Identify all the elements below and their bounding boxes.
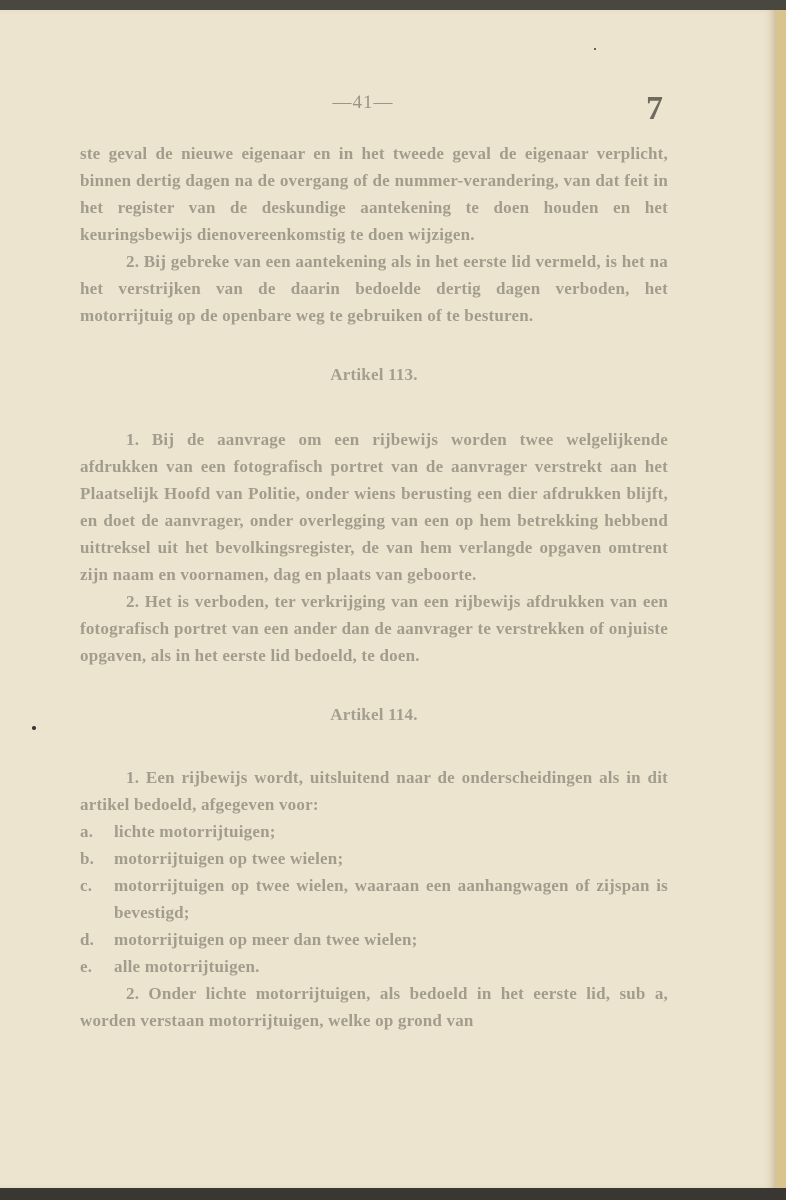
body-text <box>80 140 668 1034</box>
list-item-letter: d. <box>80 930 95 949</box>
article-113-paragraph-2: 2. Het is verboden, ter verkrijging van een rijbewijs afdrukken van een fotografisch portret van een ander dan de aanvrager te verstrekken of onjuiste opgaven, als in het eerste lid bedoeld, te doen. <box>80 592 668 665</box>
sheet-number: 7 <box>646 90 663 127</box>
intro-paragraph-2: 2. Bij gebreke van een aantekening als in het eerste lid vermeld, is het na het verstrijken van de daarin bedoelde dertig dagen verboden, het motorrijtuig op de openbare weg te gebruiken of te besturen. <box>80 252 668 325</box>
list-item-letter: c. <box>80 876 93 895</box>
scan-border <box>0 1188 786 1200</box>
list-item-letter: e. <box>80 957 93 976</box>
article-114-heading: Artikel 114. <box>330 705 418 724</box>
list-item <box>80 872 668 926</box>
scan-speck <box>594 48 596 50</box>
list-item <box>80 926 668 953</box>
intro-paragraph-1: ste geval de nieuwe eigenaar en in het tweede geval de eigenaar verplicht, binnen dertig dagen na de overgang of de nummer-verandering, van dat feit in het register van de deskundige aantekening te doen houden en het keuringsbewijs dienovereenkomstig te doen wijzigen. <box>80 144 668 244</box>
list-item-text: motorrijtuigen op twee wielen, waaraan een aanhangwagen of zijspan is bevestigd; <box>114 876 668 922</box>
article-114-paragraph-2: 2. Onder lichte motorrijtuigen, als bedoeld in het eerste lid, sub a, worden verstaan motorrijtuigen, welke op grond van <box>80 984 668 1030</box>
page-header <box>0 92 776 126</box>
list-item-text: motorrijtuigen op meer dan twee wielen; <box>114 930 418 949</box>
article-114-paragraph-1: 1. Een rijbewijs wordt, uitsluitend naar de onderscheidingen als in dit artikel bedoeld, afgegeven voor: <box>80 768 668 814</box>
list-item-letter: b. <box>80 849 95 868</box>
list-item <box>80 845 668 872</box>
vehicle-category-list <box>80 818 668 980</box>
article-113-paragraph-1: 1. Bij de aanvrage om een rijbewijs worden twee welgelijkende afdrukken van een fotografisch portret van de aanvrager verstrekt aan het Plaatselijk Hoofd van Politie, onder wiens berusting een dier afdrukken blijft, en doet de aanvrager, onder overlegging van een op hem betrekking hebbend uittreksel uit het bevolkingsregister, de van hem verlangde opgaven omtrent zijn naam en voornamen, dag en plaats van geboorte. <box>80 430 668 584</box>
page-edge <box>776 10 786 1188</box>
list-item-text: motorrijtuigen op twee wielen; <box>114 849 344 868</box>
list-item <box>80 818 668 845</box>
scan-speck <box>32 726 36 730</box>
list-item <box>80 953 668 980</box>
list-item-text: alle motorrijtuigen. <box>114 957 260 976</box>
list-item-letter: a. <box>80 822 94 841</box>
list-item-text: lichte motorrijtuigen; <box>114 822 276 841</box>
article-113-heading: Artikel 113. <box>330 365 418 384</box>
page-number: —41— <box>332 92 394 113</box>
